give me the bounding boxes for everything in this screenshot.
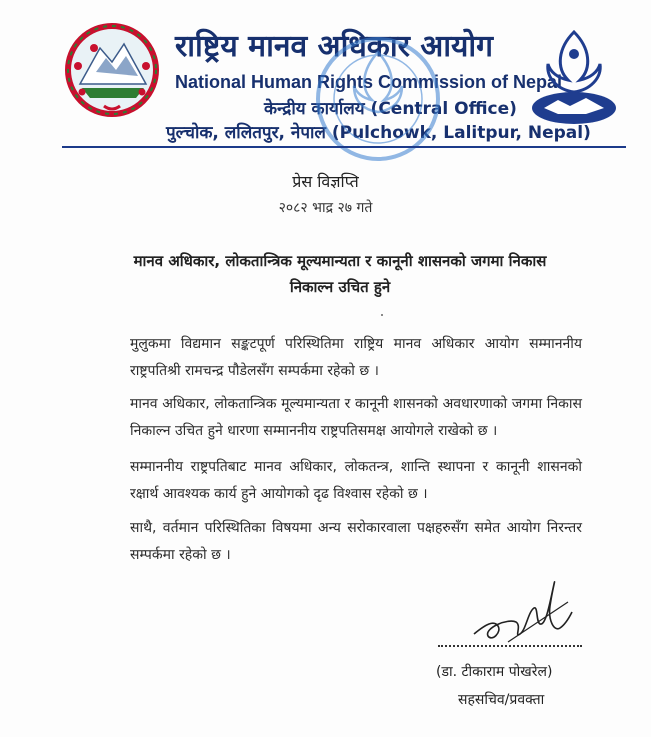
paragraph-2: मानव अधिकार, लोकतान्त्रिक मूल्यमान्यता र कानूनी शासनको अवधारणाको जगमा निकास निकाल्न उचित हुने धारणा सम्माननीय राष्ट्रपतिसमक्ष आयोगले राखेको छ । (130, 396, 582, 439)
handwritten-signature (468, 572, 576, 652)
press-release-date: २०८२ भाद्र २७ गते (278, 200, 373, 216)
press-release-headline (120, 248, 560, 300)
paragraph-3: सम्माननीय राष्ट्रपतिबाट मानव अधिकार, लोकतन्त्र, शान्ति स्थापना र कानूनी शासनको रक्षार्थ आवश्यक कार्य हुने आयोगको दृढ विश्वास रहेको छ । (130, 459, 582, 502)
signatory-title: सहसचिव/प्रवक्ता (458, 692, 545, 708)
signature-line (438, 645, 582, 647)
headline-line-1: मानव अधिकार, लोकतान्त्रिक मूल्यमान्यता र कानूनी शासनको जगमा निकास (133, 252, 547, 270)
organization-title-np: राष्ट्रिय मानव अधिकार आयोग (175, 29, 494, 64)
signatory-name: (डा. टीकाराम पोखरेल) (436, 664, 553, 680)
paragraph-1: मुलुकमा विद्यमान सङ्कटपूर्ण परिस्थितिमा राष्ट्रिय मानव अधिकार आयोग सम्माननीय राष्ट्रपतिश्री रामचन्द्र पौडेलसँग सम्पर्कमा रहेको छ । (130, 336, 582, 379)
organization-title-en: National Human Rights Commission of Nepal (175, 72, 563, 92)
paragraph-4: साथै, वर्तमान परिस्थितिका विषयमा अन्य सरोकारवाला पक्षहरुसँग समेत आयोग निरन्तर सम्पर्कमा रहेको छ । (130, 520, 582, 563)
office-address: पुल्चोक, ललितपुर, नेपाल (Pulchowk, Lalitpur, Nepal) (166, 123, 591, 143)
nhrc-logo-icon (528, 28, 620, 128)
nepal-emblem-icon (60, 22, 164, 118)
header-divider (62, 146, 626, 148)
decorative-dot (381, 314, 383, 316)
press-release-heading: प्रेस विज्ञप्ति (292, 172, 359, 191)
office-name: केन्द्रीय कार्यालय (Central Office) (264, 99, 517, 119)
headline-line-2: निकाल्न उचित हुने (289, 278, 391, 296)
